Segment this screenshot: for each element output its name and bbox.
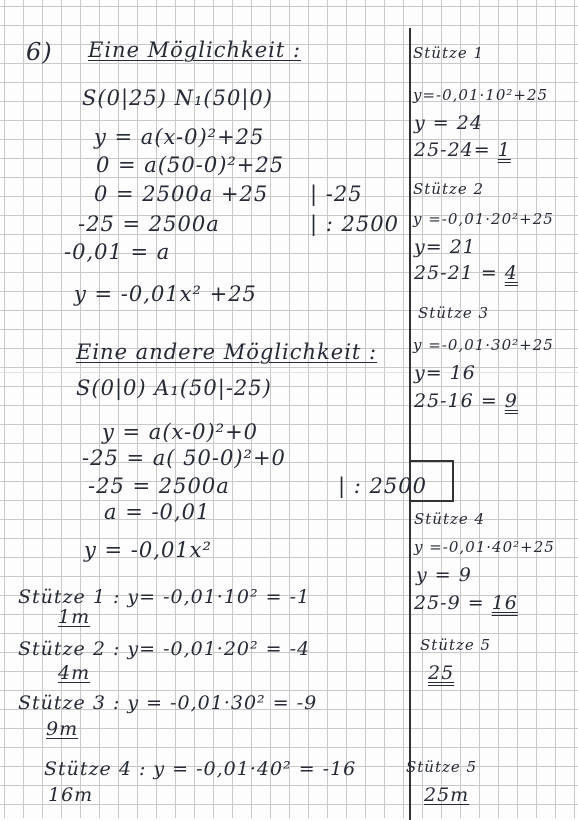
right-support-3-equation: y =-0,01·30²+25 (413, 336, 554, 354)
paper-fold-line (0, 372, 578, 373)
right-support-1-calc: 25-24= 1 (414, 139, 511, 161)
right-support-3-value: y= 16 (414, 362, 476, 384)
right-support-3-title: Stütze 3 (418, 304, 490, 322)
support-2-line: Stütze 2 : y= -0,01·20² = -4 (18, 638, 311, 660)
support-1-result: 1m (58, 606, 91, 628)
right-support-4-result: 16 (491, 592, 518, 614)
right-support-2-value: y= 21 (414, 236, 476, 258)
right-support-5-title: Stütze 5 (420, 636, 492, 654)
right-support-5b-result: 25m (424, 784, 470, 806)
points-option-1: S(0|25) N₁(50|0) (82, 86, 273, 110)
right-support-4-title: Stütze 4 (414, 510, 486, 528)
equation-line-10: a = -0,01 (104, 500, 211, 524)
right-support-4-value: y = 9 (416, 564, 472, 586)
right-support-1-result: 1 (497, 139, 511, 161)
support-4-line: Stütze 4 : y = -0,01·40² = -16 (44, 758, 357, 780)
support-2-result: 4m (58, 662, 91, 684)
box-line-top (409, 460, 453, 462)
right-support-1-title: Stütze 1 (413, 44, 485, 62)
box-line-bottom (409, 500, 453, 502)
equation-op-3: | -25 (310, 182, 363, 206)
right-support-3-calc: 25-16 = 9 (414, 390, 518, 412)
equation-line-4: -25 = 2500a (78, 212, 220, 236)
equation-line-7: y = a(x-0)²+0 (102, 420, 259, 444)
equation-line-1: y = a(x-0)²+25 (94, 125, 265, 149)
support-4-result: 16m (48, 784, 94, 806)
right-support-4-calc: 25-9 = 16 (414, 592, 518, 614)
equation-line-5: -0,01 = a (64, 240, 171, 264)
task-number: 6) (26, 38, 53, 66)
equation-line-8: -25 = a( 50-0)²+0 (82, 446, 286, 470)
heading-option-1: Eine Möglichkeit : (88, 38, 302, 62)
right-support-2-calc: 25-21 = 4 (414, 262, 518, 284)
points-option-2: S(0|0) A₁(50|-25) (76, 376, 272, 400)
equation-op-9: | : 2500 (338, 474, 427, 498)
right-support-5-result: 25 (428, 662, 455, 684)
equation-line-2: 0 = a(50-0)²+25 (96, 153, 285, 177)
right-support-3-result: 9 (504, 390, 518, 412)
equation-result-1: y = -0,01x² +25 (74, 282, 257, 306)
right-support-1-value: y = 24 (414, 112, 483, 134)
right-support-2-title: Stütze 2 (413, 180, 485, 198)
equation-line-3: 0 = 2500a +25 (94, 182, 269, 206)
right-support-4-equation: y =-0,01·40²+25 (414, 538, 555, 556)
support-3-result: 9m (46, 718, 79, 740)
column-divider (409, 28, 411, 820)
right-support-5b-title: Stütze 5 (406, 758, 478, 776)
equation-op-4: | : 2500 (310, 212, 399, 236)
heading-option-2: Eine andere Möglichkeit : (76, 340, 378, 364)
equation-result-2: y = -0,01x² (84, 538, 212, 562)
right-support-2-equation: y =-0,01·20²+25 (413, 210, 554, 228)
equation-line-9: -25 = 2500a (88, 474, 230, 498)
support-3-line: Stütze 3 : y = -0,01·30² = -9 (18, 692, 318, 714)
right-support-1-equation: y=-0,01·10²+25 (413, 86, 549, 104)
box-line-side (452, 460, 454, 502)
right-support-2-result: 4 (504, 262, 518, 284)
support-1-line: Stütze 1 : y= -0,01·10² = -1 (18, 586, 311, 608)
